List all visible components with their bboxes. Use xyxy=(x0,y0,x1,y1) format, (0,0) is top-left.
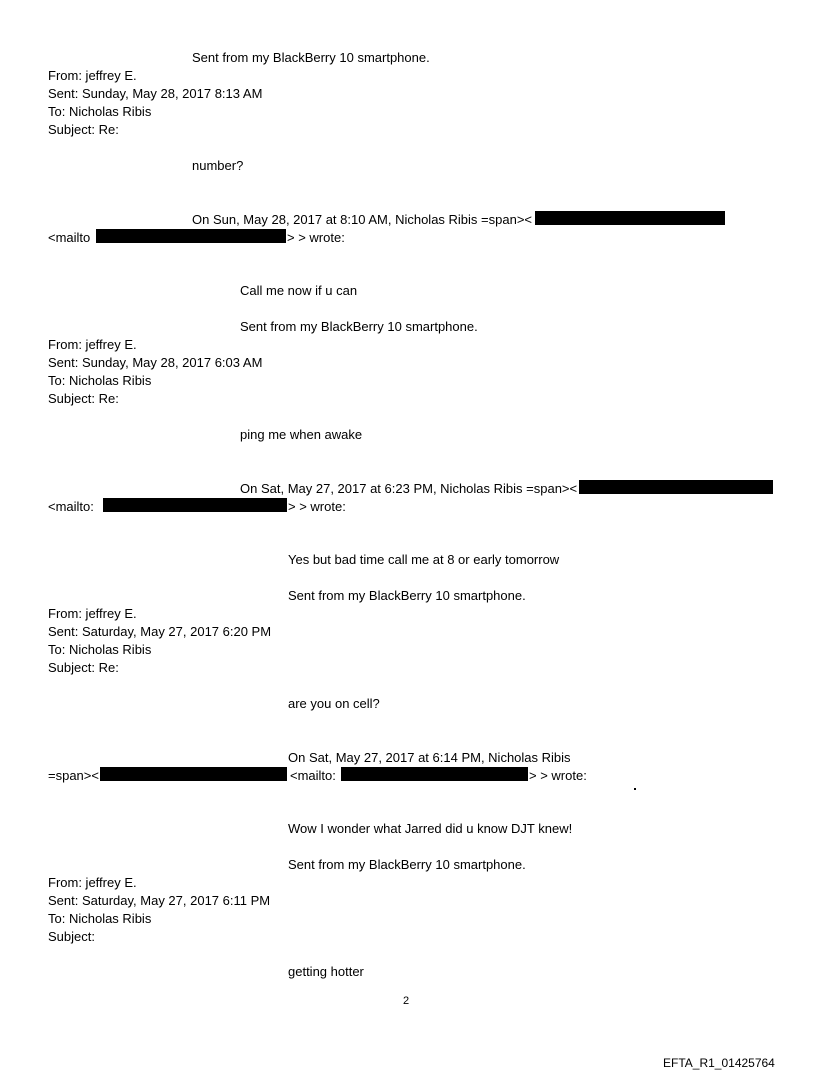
mailto-suffix: > > wrote: xyxy=(288,499,346,514)
header-from: From: jeffrey E. xyxy=(48,606,137,621)
header-to: To: Nicholas Ribis xyxy=(48,911,152,926)
header-from: From: jeffrey E. xyxy=(48,68,137,83)
span-prefix: =span>< xyxy=(48,768,99,783)
signature-line: Sent from my BlackBerry 10 smartphone. xyxy=(192,50,430,65)
message-body: Yes but bad time call me at 8 or early tomorrow xyxy=(288,552,560,567)
header-to: To: Nicholas Ribis xyxy=(48,373,152,388)
header-to: To: Nicholas Ribis xyxy=(48,104,152,119)
message-body: Call me now if u can xyxy=(240,283,358,298)
quote-intro: On Sat, May 27, 2017 at 6:23 PM, Nicholas Ribis =span>< xyxy=(240,481,578,496)
redaction-box xyxy=(535,211,725,225)
message-body: number? xyxy=(192,158,244,173)
message-body: are you on cell? xyxy=(288,696,380,711)
page-number: 2 xyxy=(403,995,410,1007)
signature-line: Sent from my BlackBerry 10 smartphone. xyxy=(240,319,478,334)
quote-intro: On Sun, May 28, 2017 at 8:10 AM, Nicholas Ribis =span>< xyxy=(192,212,533,227)
message-body: ping me when awake xyxy=(240,427,363,442)
message-body: Wow I wonder what Jarred did u know DJT knew! xyxy=(288,821,573,836)
signature-line: Sent from my BlackBerry 10 smartphone. xyxy=(288,588,526,603)
header-subject: Subject: Re: xyxy=(48,660,119,675)
header-sent: Sent: Sunday, May 28, 2017 6:03 AM xyxy=(48,355,263,370)
document-id: EFTA_R1_01425764 xyxy=(663,1056,775,1070)
redaction-box xyxy=(341,767,528,781)
message-body: getting hotter xyxy=(288,964,364,979)
header-sent: Sent: Saturday, May 27, 2017 6:11 PM xyxy=(48,893,271,908)
redaction-box xyxy=(579,480,773,494)
redaction-box xyxy=(100,767,287,781)
redaction-box xyxy=(103,498,287,512)
header-subject: Subject: Re: xyxy=(48,391,119,406)
header-from: From: jeffrey E. xyxy=(48,337,137,352)
stray-dot xyxy=(634,788,636,790)
mailto-prefix: <mailto: xyxy=(290,768,336,783)
mailto-suffix: > > wrote: xyxy=(287,230,345,245)
quote-intro: On Sat, May 27, 2017 at 6:14 PM, Nicholas Ribis xyxy=(288,750,571,765)
header-sent: Sent: Saturday, May 27, 2017 6:20 PM xyxy=(48,624,272,639)
header-subject: Subject: xyxy=(48,929,95,944)
header-subject: Subject: Re: xyxy=(48,122,119,137)
header-to: To: Nicholas Ribis xyxy=(48,642,152,657)
mailto-suffix: > > wrote: xyxy=(529,768,587,783)
redaction-box xyxy=(96,229,286,243)
mailto-prefix: <mailto: xyxy=(48,499,94,514)
header-from: From: jeffrey E. xyxy=(48,875,137,890)
header-sent: Sent: Sunday, May 28, 2017 8:13 AM xyxy=(48,86,263,101)
mailto-prefix: <mailto xyxy=(48,230,91,245)
signature-line: Sent from my BlackBerry 10 smartphone. xyxy=(288,857,526,872)
